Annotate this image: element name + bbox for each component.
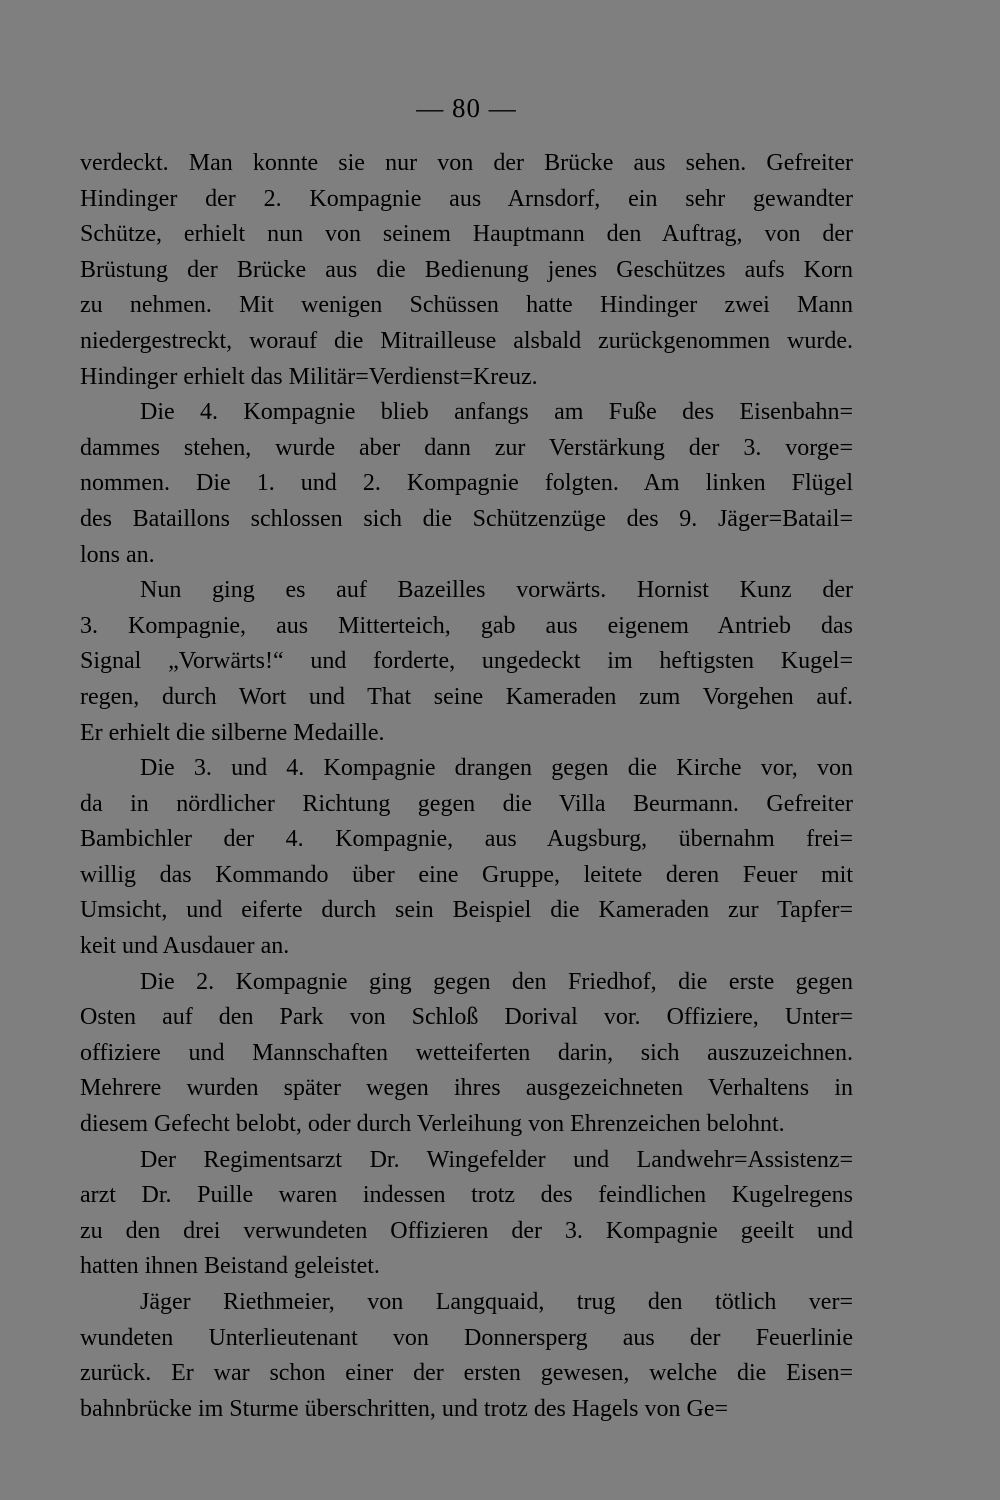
paragraph [80, 1285, 853, 1427]
book-page [80, 92, 853, 1427]
text-line: Osten auf den Park von Schloß Dorival vor. Offiziere, Unter= [80, 1004, 853, 1031]
text-line: hatten ihnen Beistand geleistet. [80, 1253, 380, 1280]
text-line: Die 4. Kompagnie blieb anfangs am Fuße des Eisenbahn= [140, 399, 853, 426]
text-line: Signal „Vorwärts!“ und forderte, ungedeckt im heftigsten Kugel= [80, 648, 853, 675]
text-line: Die 2. Kompagnie ging gegen den Friedhof, die erste gegen [140, 968, 853, 995]
text-line: verdeckt. Man konnte sie nur von der Brücke aus sehen. Gefreiter [80, 150, 853, 176]
paragraph [80, 1143, 853, 1285]
text-line: Nun ging es auf Bazeilles vorwärts. Hornist Kunz der [140, 577, 853, 604]
text-line: niedergestreckt, worauf die Mitrailleuse alsbald zurückgenommen wurde. [80, 327, 853, 354]
text-line: keit und Ausdauer an. [80, 933, 290, 960]
text-line: Hindinger erhielt das Militär=Verdienst=Kreuz. [80, 363, 538, 390]
text-line: Umsicht, und eiferte durch sein Beispiel die Kameraden zur Tapfer= [80, 897, 853, 924]
text-line: Bambichler der 4. Kompagnie, aus Augsburg, übernahm frei= [80, 826, 853, 853]
text-line: zurück. Er war schon einer der ersten gewesen, welche die Eisen= [80, 1360, 853, 1387]
text-line: des Bataillons schlossen sich die Schützenzüge des 9. Jäger=Batail= [80, 505, 853, 532]
text-line: Hindinger der 2. Kompagnie aus Arnsdorf, ein sehr gewandter [80, 185, 853, 212]
text-line: offiziere und Mannschaften wetteiferten darin, sich auszuzeichnen. [80, 1039, 853, 1066]
paragraph [80, 395, 853, 573]
paragraph [80, 573, 853, 751]
text-line: nommen. Die 1. und 2. Kompagnie folgten. Am linken Flügel [80, 470, 853, 497]
text-line: willig das Kommando über eine Gruppe, leitete deren Feuer mit [80, 861, 853, 888]
text-line: regen, durch Wort und That seine Kameraden zum Vorgehen auf. [80, 683, 853, 710]
text-line: diesem Gefecht belobt, oder durch Verleihung von Ehrenzeichen belohnt. [80, 1111, 785, 1138]
text-line: Schütze, erhielt nun von seinem Hauptmann den Auftrag, von der [80, 221, 853, 248]
text-line: Er erhielt die silberne Medaille. [80, 719, 385, 746]
text-line: zu nehmen. Mit wenigen Schüssen hatte Hindinger zwei Mann [80, 292, 853, 319]
text-line: Mehrere wurden später wegen ihres ausgezeichneten Verhaltens in [80, 1075, 853, 1102]
text-line: Brüstung der Brücke aus die Bedienung jenes Geschützes aufs Korn [80, 256, 853, 283]
text-line: da in nördlicher Richtung gegen die Villa Beurmann. Gefreiter [80, 790, 853, 817]
text-line: 3. Kompagnie, aus Mitterteich, gab aus eigenem Antrieb das [80, 612, 853, 639]
text-line: dammes stehen, wurde aber dann zur Verstärkung der 3. vorge= [80, 434, 853, 461]
text-line: bahnbrücke im Sturme überschritten, und trotz des Hagels von Ge= [80, 1395, 729, 1422]
paragraph [80, 146, 853, 395]
page-body [80, 146, 853, 1427]
text-line: lons an. [80, 541, 155, 568]
paragraph [80, 751, 853, 965]
text-line: zu den drei verwundeten Offizieren der 3. Kompagnie geeilt und [80, 1217, 853, 1244]
text-line: Die 3. und 4. Kompagnie drangen gegen die Kirche vor, von [140, 755, 853, 782]
text-line: Der Regimentsarzt Dr. Wingefelder und Landwehr=Assistenz= [140, 1146, 853, 1173]
text-line: arzt Dr. Puille waren indessen trotz des feindlichen Kugelregens [80, 1182, 853, 1209]
paragraph [80, 965, 853, 1143]
text-line: wundeten Unterlieutenant von Donnersperg aus der Feuerlinie [80, 1324, 853, 1351]
page-number: — 80 — [416, 93, 517, 123]
text-line: Jäger Riethmeier, von Langquaid, trug den tötlich ver= [140, 1289, 853, 1315]
